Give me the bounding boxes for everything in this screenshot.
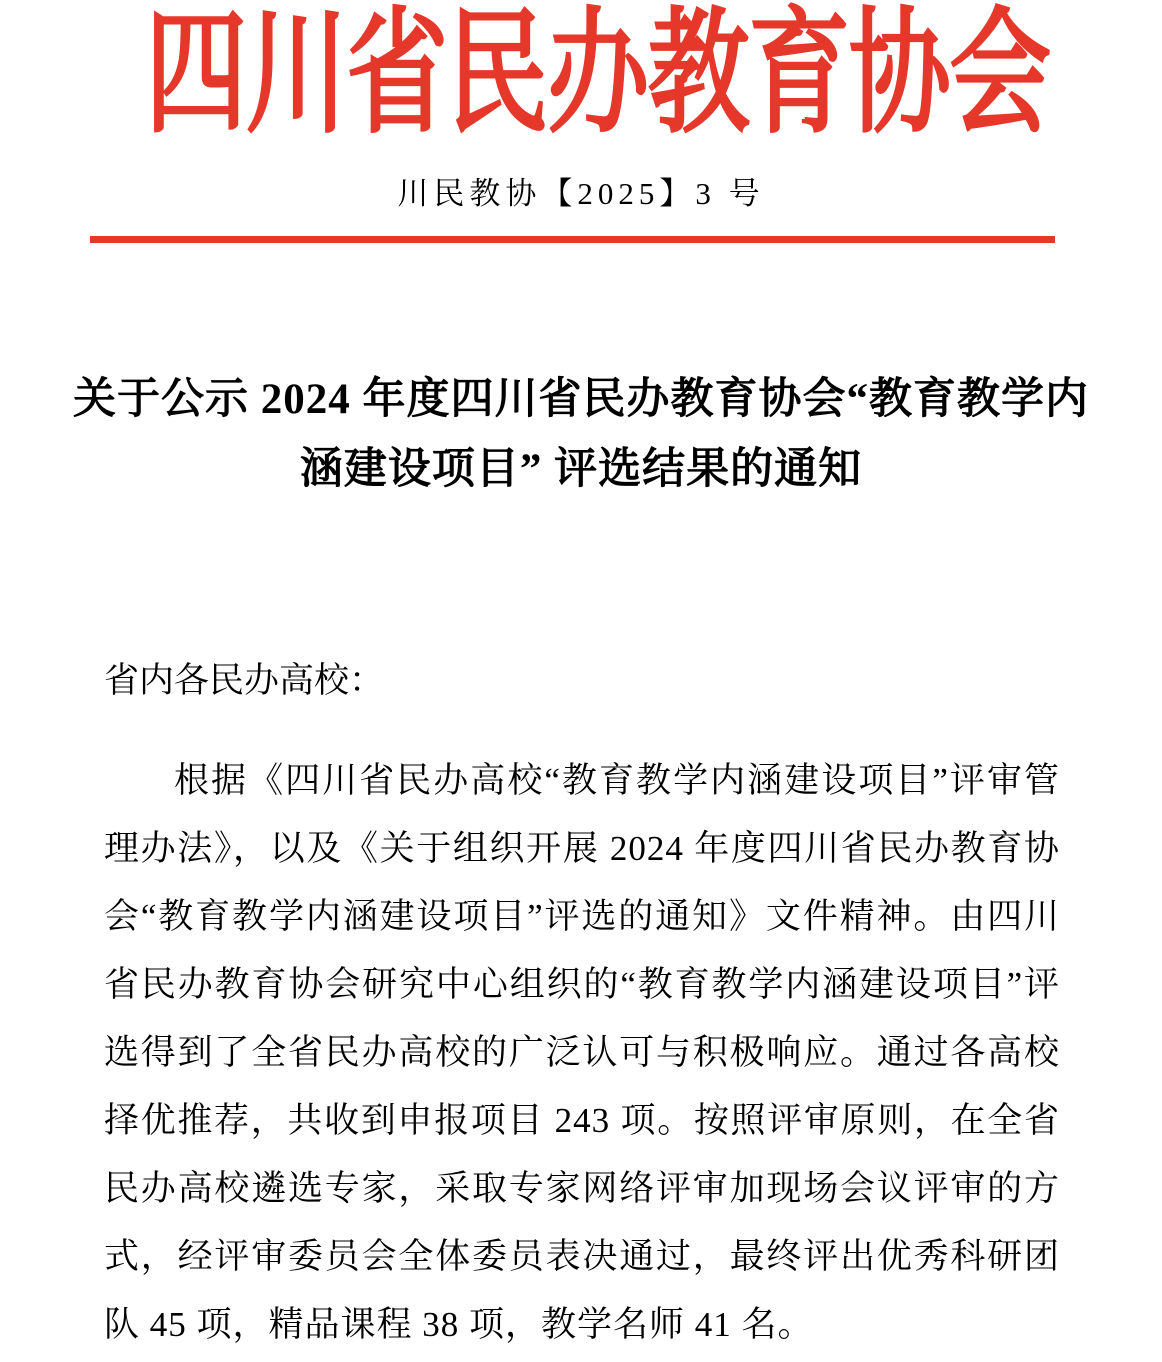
body-paragraph: 根据《四川省民办高校“教育教学内涵建设项目”评审管理办法》，以及《关于组织开展 2024 年度四川省民办教育协会“教育教学内涵建设项目”评选的通知》文件精神。由四川省民办教育协会研究中心组织的“教育教学内涵建设项目”评选得到了全省民办高校的广泛认可与积极响应。通过各高校择优推荐，共收到申报项目 243 项。按照评审原则，在全省民办高校遴选专家，采取专家网络评审加现场会议评审的方式，经评审委员会全体委员表决通过，最终评出优秀科研团队 45 项，精品课程 38 项，教学名师 41 名。 bbox=[104, 761, 1060, 1344]
doc-title-line-2: 涵建设项目” 评选结果的通知 bbox=[299, 446, 863, 493]
doc-title bbox=[0, 365, 1162, 505]
red-divider-line bbox=[90, 236, 1055, 243]
salutation: 省内各民办高校： bbox=[104, 661, 385, 700]
doc-title-line-1: 关于公示 2024 年度四川省民办教育协会“教育教学内 bbox=[73, 376, 1089, 423]
letterhead-org-name: 四川省民办教育协会 bbox=[145, 0, 1050, 150]
doc-number: 川民教协【2025】3 号 bbox=[397, 176, 765, 211]
